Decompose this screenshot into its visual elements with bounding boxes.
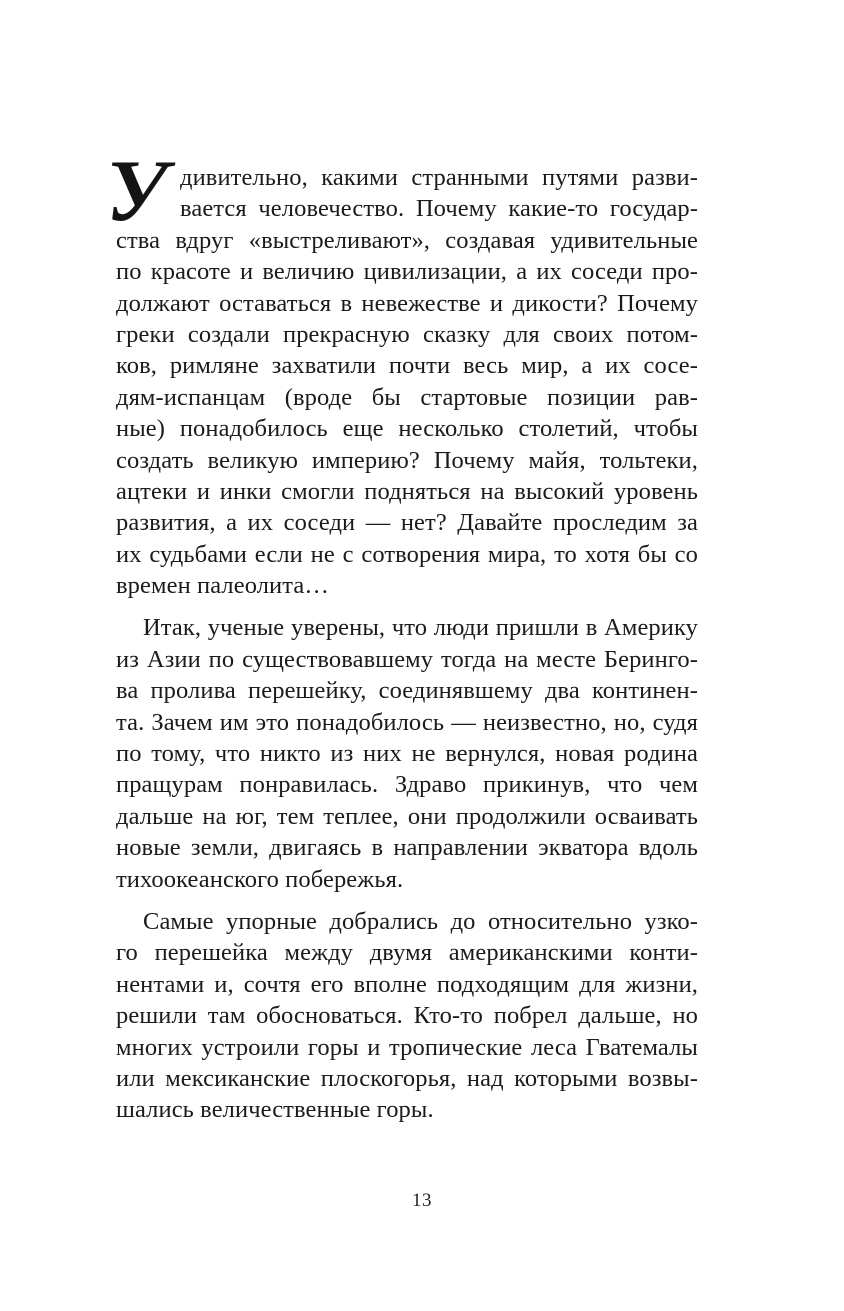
text-line: новые земли, двигаясь в направлении экватора вдоль [116,834,698,862]
text-line: из Азии по существовавшему тогда на месте Беринго- [116,645,698,673]
text-line: вается человечество. Почему какие-то государ- [180,195,698,223]
text-line: должают оставаться в невежестве и дикости? Почему [116,289,698,317]
text-line: Самые упорные добрались до относительно узко- [143,907,698,935]
text-line: времен палеолита… [116,572,329,600]
text-line: дивительно, какими странными путями разви- [180,164,698,191]
text-line: нентами и, сочтя его вполне подходящим для жизни, [116,970,698,998]
text-line: пращурам понравилась. Здраво прикинув, что чем [116,771,698,799]
text-line: решили там обосноваться. Кто-то побрел дальше, но [116,1002,698,1030]
text-line: их судьбами если не с сотворения мира, то хотя бы со [116,540,698,568]
text-line: греки создали прекрасную сказку для своих потом- [116,320,698,348]
page-number: 13 [412,1190,432,1211]
text-line: или мексиканские плоскогорья, над которыми возвы- [116,1064,698,1092]
text-line: дальше на юг, тем теплее, они продолжили осваивать [116,802,698,830]
drop-cap-letter: У [106,143,168,240]
text-line: Итак, ученые уверены, что люди пришли в Америку [143,614,698,642]
text-line: развития, а их соседи — нет? Давайте проследим за [116,509,698,537]
text-line: ные) понадобилось еще несколько столетий, чтобы [116,415,698,443]
body-text [116,162,698,1126]
text-line: дям-испанцам (вроде бы стартовые позиции рав- [116,383,698,411]
text-line: го перешейка между двумя американскими конти- [116,939,698,967]
text-line: по тому, что никто из них не вернулся, новая родина [116,740,698,768]
text-line: та. Зачем им это понадобилось — неизвестно, но, судя [116,708,698,736]
text-line: тихоокеанского побережья. [116,865,404,893]
text-line: ков, римляне захватили почти весь мир, а их сосе- [116,352,698,380]
text-line: ва пролива перешейку, соединявшему два континен- [116,677,698,705]
text-line: ацтеки и инки смогли подняться на высокий уровень [116,477,698,505]
text-line: создать великую империю? Почему майя, тольтеки, [116,446,698,474]
text-line: по красоте и величию цивилизации, а их соседи про- [116,258,698,286]
text-line: ства вдруг «выстреливают», создавая удивительные [116,226,698,254]
text-line: шались величественные горы. [116,1096,434,1124]
text-line: многих устроили горы и тропические леса Гватемалы [116,1033,698,1061]
